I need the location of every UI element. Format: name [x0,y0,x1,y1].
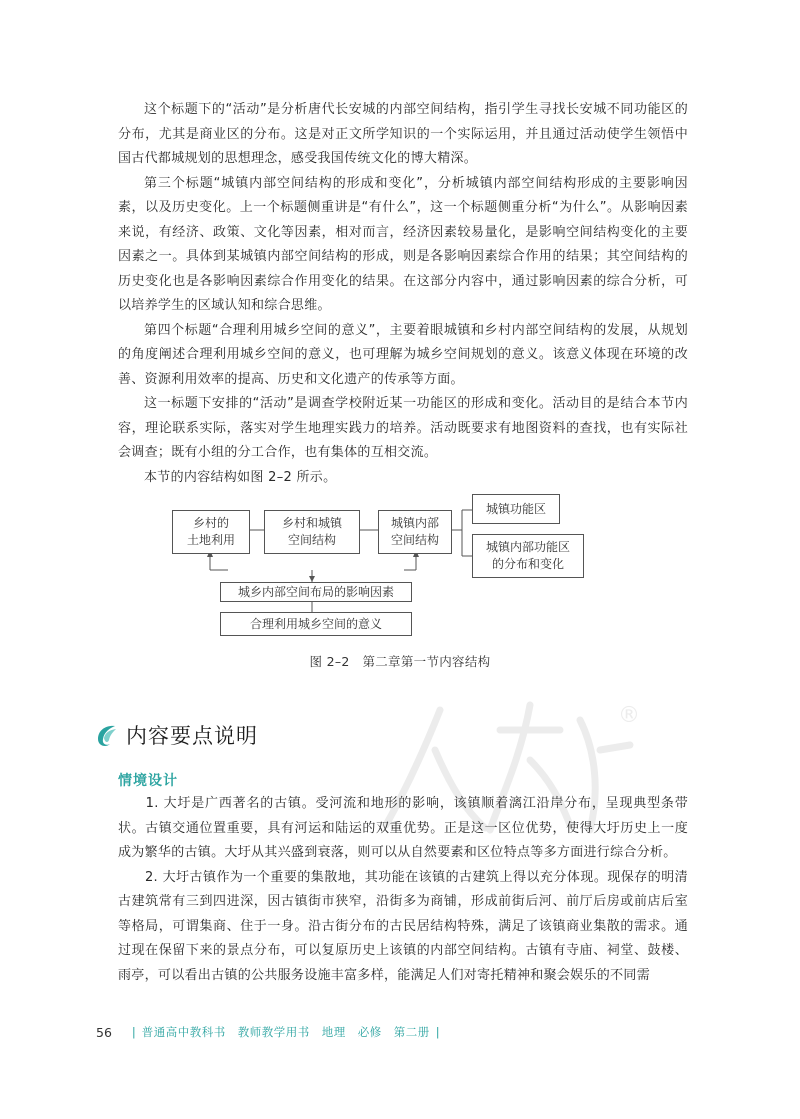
page-number: 56 [96,1024,112,1040]
section-title: 内容要点说明 [126,724,258,748]
box-urban-internal-structure: 城镇内部 空间结构 [378,510,452,554]
box-functional-zone-distribution: 城镇内部功能区 的分布和变化 [472,534,584,578]
box-rural-urban-spatial-structure: 乡村和城镇 空间结构 [264,510,360,554]
page-footer [96,1024,446,1040]
swirl-leaf-icon [94,722,120,748]
paragraph: 本节的内容结构如图 2–2 所示。 [144,469,337,485]
svg-text:®: ® [618,703,640,728]
box-influence-factors: 城乡内部空间布局的影响因素 [220,582,412,602]
box-urban-functional-zone: 城镇功能区 [472,494,560,524]
body-text-top [118,98,688,490]
section-heading [94,720,258,750]
content-structure-diagram [170,488,610,648]
footer-divider: | [435,1025,440,1039]
box-rural-land-use: 乡村的 土地利用 [172,510,250,554]
paragraph: 2. 大圩古镇作为一个重要的集散地，其功能在该镇的古建筑上得以充分体现。现保存的明清古建筑常有三到四进深，因古镇街市狭窄，沿街多为商铺，形成前街后河、前厅后房或前店后室等格局，可谓集商、住于一身。沿古街分布的古民居结构特殊，满足了该镇商业集散的需求。通过现在保留下来的景点分布，可以复原历史上该镇的内部空间结构。古镇有寺庙、祠堂、鼓楼、雨亭，可以看出古镇的公共服务设施丰富多样，能满足人们对寄托精神和聚会娱乐的不同需 [118,869,688,983]
box-significance: 合理利用城乡空间的意义 [220,612,412,636]
subheading: 情境设计 [118,773,178,789]
paragraph: 这个标题下的“活动”是分析唐代长安城的内部空间结构，指引学生寻找长安城不同功能区的分布，尤其是商业区的分布。这是对正文所学知识的一个实际运用，并且通过活动使学生领悟中国古代都城规划的思想理念，感受我国传统文化的博大精深。 [118,102,688,166]
figure-caption: 图 2–2 第二章第一节内容结构 [309,654,491,669]
paragraph: 第三个标题“城镇内部空间结构的形成和变化”，分析城镇内部空间结构形成的主要影响因素，以及历史变化。上一个标题侧重讲是“有什么”，这一个标题侧重分析“为什么”。从影响因素来说，有经济、政策、文化等因素，相对而言，经济因素较易量化，是影响空间结构变化的主要因素之一。具体到某城镇内部空间结构的形成，则是各影响因素综合作用的结果；其空间结构的历史变化也是各影响因素综合作用变化的结果。在这部分内容中，通过影响因素的综合分析，可以培养学生的区域认知和综合思维。 [118,175,688,313]
book-series: 普通高中教科书 教师教学用书 地理 必修 第二册 [141,1025,430,1039]
paragraph: 第四个标题“合理利用城乡空间的意义”，主要着眼城镇和乡村内部空间结构的发展，从规划的角度阐述合理利用城乡空间的意义，也可理解为城乡空间规划的意义。该意义体现在环境的改善、资源利用效率的提高、历史和文化遗产的传承等方面。 [118,322,688,387]
paragraph: 1. 大圩是广西著名的古镇。受河流和地形的影响，该镇顺着漓江沿岸分布，呈现典型条带状。古镇交通位置重要，具有河运和陆运的双重优势。正是这一区位优势，使得大圩历史上一度成为繁华的古镇。大圩从其兴盛到衰落，则可以从自然要素和区位特点等多方面进行综合分析。 [118,796,688,860]
paragraph: 这一标题下安排的“活动”是调查学校附近某一功能区的形成和变化。活动目的是结合本节内容，理论联系实际，落实对学生地理实践力的培养。活动既要求有地图资料的查找，也有实际社会调查；既有小组的分工合作，也有集体的互相交流。 [118,396,688,460]
body-text-bottom [118,792,688,988]
footer-divider: | [131,1025,136,1039]
